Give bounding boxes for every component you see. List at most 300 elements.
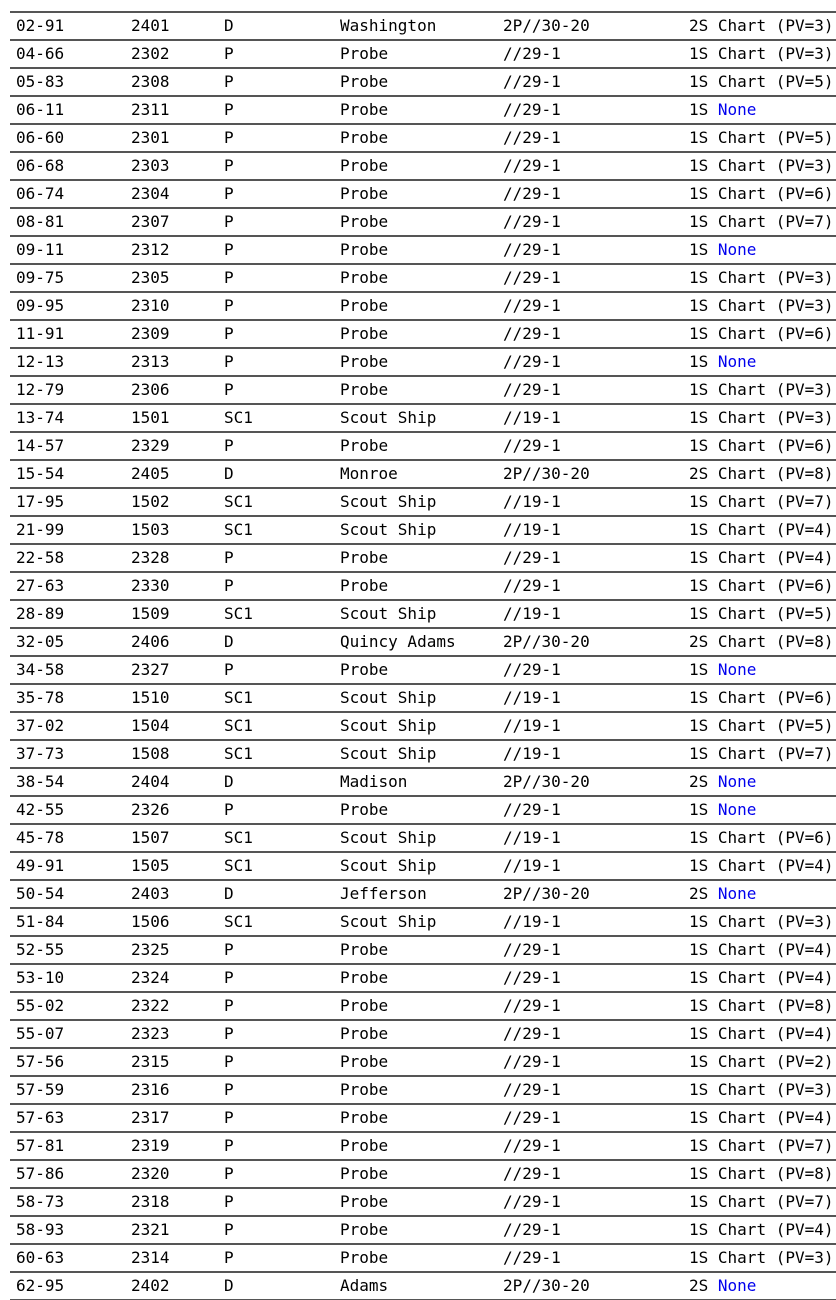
cell-type: P <box>224 184 234 203</box>
cell-scan <box>689 628 836 656</box>
cell-type: P <box>224 1108 234 1127</box>
cell-scan <box>689 180 836 208</box>
table-row <box>10 656 836 684</box>
scan-count: 1S <box>689 100 709 119</box>
scan-count: 1S <box>689 324 709 343</box>
scan-count: 1S <box>689 380 709 399</box>
cell-scan <box>689 1272 836 1300</box>
scan-count: 2S <box>689 772 709 791</box>
cell-hull-id: 2328 <box>131 548 170 567</box>
scan-status: Chart (PV=7) <box>717 1136 834 1155</box>
cell-type: D <box>224 464 234 483</box>
cell-scan <box>689 1132 836 1160</box>
scan-count: 1S <box>689 128 709 147</box>
cell-scan <box>689 12 836 40</box>
cell-type: P <box>224 156 234 175</box>
cell-spec: //29-1 <box>503 240 561 259</box>
cell-name: Probe <box>340 1220 389 1239</box>
cell-name: Scout Ship <box>340 744 437 763</box>
cell-code: 13-74 <box>16 408 65 427</box>
cell-code: 09-11 <box>16 240 65 259</box>
cell-type: P <box>224 352 234 371</box>
cell-hull-id: 2322 <box>131 996 170 1015</box>
cell-scan <box>689 656 836 684</box>
scan-status: Chart (PV=8) <box>717 464 834 483</box>
scan-count: 1S <box>689 688 709 707</box>
cell-scan <box>689 572 836 600</box>
table-row <box>10 12 836 40</box>
cell-spec: //29-1 <box>503 324 561 343</box>
cell-code: 57-56 <box>16 1052 65 1071</box>
cell-scan <box>689 208 836 236</box>
table-row <box>10 460 836 488</box>
cell-hull-id: 2315 <box>131 1052 170 1071</box>
table-row <box>10 264 836 292</box>
cell-scan <box>689 348 836 376</box>
table-row <box>10 236 836 264</box>
cell-type: P <box>224 128 234 147</box>
cell-name: Probe <box>340 296 389 315</box>
cell-hull-id: 2308 <box>131 72 170 91</box>
table-row <box>10 1188 836 1216</box>
scan-count: 1S <box>689 212 709 231</box>
scan-status: Chart (PV=4) <box>717 1108 834 1127</box>
cell-code: 17-95 <box>16 492 65 511</box>
scan-count: 2S <box>689 884 709 903</box>
scan-status-none-link[interactable]: None <box>717 660 757 679</box>
cell-spec: //29-1 <box>503 436 561 455</box>
cell-name: Probe <box>340 268 389 287</box>
cell-scan <box>689 432 836 460</box>
table-row <box>10 152 836 180</box>
cell-type: P <box>224 1220 234 1239</box>
table-row <box>10 684 836 712</box>
cell-spec: //19-1 <box>503 716 561 735</box>
scan-status-none-link[interactable]: None <box>717 240 757 259</box>
scan-count: 1S <box>689 44 709 63</box>
scan-count: 1S <box>689 800 709 819</box>
scan-count: 1S <box>689 1192 709 1211</box>
scan-status: Chart (PV=4) <box>717 1220 834 1239</box>
cell-type: P <box>224 1052 234 1071</box>
cell-spec: //19-1 <box>503 856 561 875</box>
cell-hull-id: 1509 <box>131 604 170 623</box>
scan-status: Chart (PV=3) <box>717 156 834 175</box>
cell-code: 57-81 <box>16 1136 65 1155</box>
cell-spec: //19-1 <box>503 604 561 623</box>
cell-hull-id: 2325 <box>131 940 170 959</box>
cell-spec: //29-1 <box>503 1080 561 1099</box>
cell-hull-id: 1504 <box>131 716 170 735</box>
table-row <box>10 1132 836 1160</box>
cell-spec: //29-1 <box>503 156 561 175</box>
cell-scan <box>689 124 836 152</box>
scan-status: Chart (PV=4) <box>717 548 834 567</box>
cell-code: 09-75 <box>16 268 65 287</box>
scan-count: 1S <box>689 156 709 175</box>
cell-hull-id: 2403 <box>131 884 170 903</box>
cell-scan <box>689 824 836 852</box>
cell-spec: //29-1 <box>503 548 561 567</box>
cell-type: P <box>224 1248 234 1267</box>
cell-code: 32-05 <box>16 632 65 651</box>
table-row <box>10 348 836 376</box>
cell-name: Scout Ship <box>340 492 437 511</box>
cell-spec: //19-1 <box>503 828 561 847</box>
cell-name: Probe <box>340 352 389 371</box>
cell-code: 22-58 <box>16 548 65 567</box>
cell-name: Probe <box>340 72 389 91</box>
cell-scan <box>689 796 836 824</box>
cell-spec: //19-1 <box>503 912 561 931</box>
table-row <box>10 600 836 628</box>
cell-scan <box>689 1244 836 1272</box>
scan-count: 1S <box>689 744 709 763</box>
cell-code: 28-89 <box>16 604 65 623</box>
cell-code: 21-99 <box>16 520 65 539</box>
scan-status: Chart (PV=6) <box>717 688 834 707</box>
cell-spec: //29-1 <box>503 184 561 203</box>
cell-hull-id: 2310 <box>131 296 170 315</box>
cell-scan <box>689 712 836 740</box>
cell-spec: //29-1 <box>503 268 561 287</box>
cell-name: Probe <box>340 212 389 231</box>
cell-type: SC1 <box>224 688 253 707</box>
scan-count: 2S <box>689 632 709 651</box>
table-row <box>10 1244 836 1272</box>
cell-type: P <box>224 1192 234 1211</box>
cell-code: 05-83 <box>16 72 65 91</box>
cell-spec: //29-1 <box>503 296 561 315</box>
cell-spec: 2P//30-20 <box>503 1276 590 1295</box>
table-row <box>10 936 836 964</box>
cell-hull-id: 2402 <box>131 1276 170 1295</box>
scan-status-none-link[interactable]: None <box>717 884 757 903</box>
cell-type: P <box>224 44 234 63</box>
cell-hull-id: 1510 <box>131 688 170 707</box>
cell-type: SC1 <box>224 912 253 931</box>
cell-name: Probe <box>340 324 389 343</box>
table-row <box>10 992 836 1020</box>
cell-code: 45-78 <box>16 828 65 847</box>
cell-name: Probe <box>340 1164 389 1183</box>
cell-code: 51-84 <box>16 912 65 931</box>
scan-status: Chart (PV=7) <box>717 492 834 511</box>
scan-status: Chart (PV=7) <box>717 744 834 763</box>
cell-name: Probe <box>340 1108 389 1127</box>
cell-name: Scout Ship <box>340 688 437 707</box>
cell-type: P <box>224 324 234 343</box>
cell-hull-id: 2323 <box>131 1024 170 1043</box>
table-row <box>10 180 836 208</box>
table-row <box>10 96 836 124</box>
cell-type: D <box>224 884 234 903</box>
cell-name: Probe <box>340 128 389 147</box>
cell-type: P <box>224 72 234 91</box>
cell-scan <box>689 292 836 320</box>
cell-type: P <box>224 296 234 315</box>
cell-name: Probe <box>340 1052 389 1071</box>
cell-scan <box>689 740 836 768</box>
scan-status-none-link[interactable]: None <box>717 772 757 791</box>
cell-scan <box>689 516 836 544</box>
scan-count: 1S <box>689 716 709 735</box>
cell-hull-id: 2404 <box>131 772 170 791</box>
cell-code: 57-59 <box>16 1080 65 1099</box>
scan-status: Chart (PV=3) <box>717 44 834 63</box>
scan-count: 1S <box>689 296 709 315</box>
cell-name: Quincy Adams <box>340 632 456 651</box>
cell-spec: //29-1 <box>503 128 561 147</box>
scan-count: 1S <box>689 1220 709 1239</box>
scan-count: 1S <box>689 520 709 539</box>
table-row <box>10 628 836 656</box>
cell-scan <box>689 404 836 432</box>
cell-spec: 2P//30-20 <box>503 632 590 651</box>
cell-code: 58-73 <box>16 1192 65 1211</box>
cell-code: 60-63 <box>16 1248 65 1267</box>
scan-count: 1S <box>689 1108 709 1127</box>
scan-status: Chart (PV=5) <box>717 72 834 91</box>
cell-hull-id: 2311 <box>131 100 170 119</box>
cell-hull-id: 2321 <box>131 1220 170 1239</box>
scan-count: 2S <box>689 464 709 483</box>
cell-type: SC1 <box>224 716 253 735</box>
table-row <box>10 1104 836 1132</box>
scan-count: 1S <box>689 968 709 987</box>
cell-name: Probe <box>340 1024 389 1043</box>
scan-status-none-link[interactable]: None <box>717 1276 757 1295</box>
cell-scan <box>689 236 836 264</box>
cell-name: Scout Ship <box>340 912 437 931</box>
cell-spec: //29-1 <box>503 996 561 1015</box>
cell-type: D <box>224 632 234 651</box>
cell-name: Probe <box>340 968 389 987</box>
cell-spec: //29-1 <box>503 968 561 987</box>
cell-hull-id: 2320 <box>131 1164 170 1183</box>
scan-count: 1S <box>689 576 709 595</box>
cell-spec: 2P//30-20 <box>503 884 590 903</box>
cell-spec: //29-1 <box>503 44 561 63</box>
cell-code: 34-58 <box>16 660 65 679</box>
cell-spec: 2P//30-20 <box>503 772 590 791</box>
cell-code: 06-60 <box>16 128 65 147</box>
cell-code: 38-54 <box>16 772 65 791</box>
cell-type: P <box>224 436 234 455</box>
cell-type: P <box>224 996 234 1015</box>
cell-type: SC1 <box>224 856 253 875</box>
scan-status: Chart (PV=3) <box>717 296 834 315</box>
cell-code: 37-73 <box>16 744 65 763</box>
scan-count: 1S <box>689 184 709 203</box>
cell-spec: //29-1 <box>503 352 561 371</box>
cell-spec: //29-1 <box>503 1192 561 1211</box>
scan-count: 1S <box>689 604 709 623</box>
cell-scan <box>689 1076 836 1104</box>
cell-spec: //19-1 <box>503 520 561 539</box>
scan-status-none-link[interactable]: None <box>717 800 757 819</box>
cell-name: Adams <box>340 1276 389 1295</box>
scan-count: 1S <box>689 856 709 875</box>
cell-spec: //29-1 <box>503 1024 561 1043</box>
cell-scan <box>689 68 836 96</box>
cell-hull-id: 2303 <box>131 156 170 175</box>
cell-code: 37-02 <box>16 716 65 735</box>
cell-type: SC1 <box>224 604 253 623</box>
table-row <box>10 824 836 852</box>
cell-hull-id: 2304 <box>131 184 170 203</box>
ship-table <box>10 11 836 1300</box>
cell-name: Scout Ship <box>340 716 437 735</box>
cell-name: Probe <box>340 800 389 819</box>
cell-name: Probe <box>340 436 389 455</box>
scan-status: Chart (PV=2) <box>717 1052 834 1071</box>
cell-spec: //29-1 <box>503 212 561 231</box>
cell-hull-id: 2309 <box>131 324 170 343</box>
cell-name: Scout Ship <box>340 828 437 847</box>
cell-spec: //29-1 <box>503 380 561 399</box>
cell-spec: //29-1 <box>503 1220 561 1239</box>
table-row <box>10 852 836 880</box>
scan-count: 2S <box>689 1276 709 1295</box>
table-row <box>10 572 836 600</box>
cell-name: Probe <box>340 1192 389 1211</box>
scan-status: Chart (PV=4) <box>717 520 834 539</box>
cell-hull-id: 2307 <box>131 212 170 231</box>
cell-hull-id: 2305 <box>131 268 170 287</box>
cell-hull-id: 1503 <box>131 520 170 539</box>
cell-code: 55-07 <box>16 1024 65 1043</box>
cell-hull-id: 2313 <box>131 352 170 371</box>
cell-name: Probe <box>340 1136 389 1155</box>
cell-code: 11-91 <box>16 324 65 343</box>
cell-code: 12-79 <box>16 380 65 399</box>
cell-name: Probe <box>340 548 389 567</box>
table-row <box>10 1272 836 1300</box>
table-row <box>10 740 836 768</box>
cell-spec: //19-1 <box>503 492 561 511</box>
cell-type: P <box>224 1136 234 1155</box>
scan-count: 1S <box>689 1024 709 1043</box>
cell-type: P <box>224 800 234 819</box>
cell-name: Jefferson <box>340 884 427 903</box>
scan-count: 1S <box>689 828 709 847</box>
scan-count: 1S <box>689 436 709 455</box>
cell-scan <box>689 1188 836 1216</box>
scan-status: Chart (PV=3) <box>717 268 834 287</box>
cell-hull-id: 2327 <box>131 660 170 679</box>
cell-scan <box>689 376 836 404</box>
cell-code: 49-91 <box>16 856 65 875</box>
cell-name: Probe <box>340 660 389 679</box>
cell-scan <box>689 152 836 180</box>
cell-hull-id: 2306 <box>131 380 170 399</box>
cell-type: SC1 <box>224 520 253 539</box>
cell-code: 35-78 <box>16 688 65 707</box>
table-row <box>10 432 836 460</box>
cell-name: Probe <box>340 156 389 175</box>
cell-code: 06-74 <box>16 184 65 203</box>
cell-spec: //29-1 <box>503 1136 561 1155</box>
table-row <box>10 768 836 796</box>
cell-type: SC1 <box>224 744 253 763</box>
scan-status: Chart (PV=3) <box>717 408 834 427</box>
cell-scan <box>689 1104 836 1132</box>
cell-name: Scout Ship <box>340 604 437 623</box>
cell-scan <box>689 908 836 936</box>
cell-scan <box>689 768 836 796</box>
table-row <box>10 880 836 908</box>
scan-count: 1S <box>689 240 709 259</box>
table-row <box>10 488 836 516</box>
cell-scan <box>689 964 836 992</box>
cell-scan <box>689 880 836 908</box>
table-row <box>10 292 836 320</box>
cell-name: Probe <box>340 100 389 119</box>
cell-code: 42-55 <box>16 800 65 819</box>
cell-scan <box>689 684 836 712</box>
scan-status-none-link[interactable]: None <box>717 352 757 371</box>
cell-scan <box>689 1020 836 1048</box>
scan-count: 1S <box>689 1136 709 1155</box>
cell-hull-id: 2316 <box>131 1080 170 1099</box>
cell-name: Madison <box>340 772 408 791</box>
cell-scan <box>689 40 836 68</box>
table-row <box>10 544 836 572</box>
cell-code: 04-66 <box>16 44 65 63</box>
cell-type: SC1 <box>224 828 253 847</box>
cell-hull-id: 2406 <box>131 632 170 651</box>
cell-hull-id: 2326 <box>131 800 170 819</box>
table-row <box>10 796 836 824</box>
scan-status-none-link[interactable]: None <box>717 100 757 119</box>
scan-count: 1S <box>689 1052 709 1071</box>
cell-spec: //29-1 <box>503 800 561 819</box>
table-row <box>10 1076 836 1104</box>
cell-name: Probe <box>340 1248 389 1267</box>
table-row <box>10 1020 836 1048</box>
cell-spec: //19-1 <box>503 688 561 707</box>
scan-status: Chart (PV=8) <box>717 632 834 651</box>
cell-type: P <box>224 268 234 287</box>
scan-count: 1S <box>689 1164 709 1183</box>
scan-status: Chart (PV=6) <box>717 828 834 847</box>
cell-scan <box>689 600 836 628</box>
table-row <box>10 208 836 236</box>
cell-hull-id: 1505 <box>131 856 170 875</box>
cell-code: 58-93 <box>16 1220 65 1239</box>
scan-status: Chart (PV=3) <box>717 1080 834 1099</box>
cell-code: 62-95 <box>16 1276 65 1295</box>
cell-type: P <box>224 548 234 567</box>
cell-spec: //19-1 <box>503 408 561 427</box>
cell-spec: //29-1 <box>503 576 561 595</box>
table-row <box>10 68 836 96</box>
cell-type: D <box>224 16 234 35</box>
cell-code: 09-95 <box>16 296 65 315</box>
cell-hull-id: 2314 <box>131 1248 170 1267</box>
cell-scan <box>689 1160 836 1188</box>
scan-count: 1S <box>689 912 709 931</box>
scan-count: 2S <box>689 16 709 35</box>
scan-status: Chart (PV=6) <box>717 184 834 203</box>
table-row <box>10 1160 836 1188</box>
table-row <box>10 320 836 348</box>
cell-hull-id: 1502 <box>131 492 170 511</box>
cell-spec: //29-1 <box>503 100 561 119</box>
cell-type: P <box>224 1024 234 1043</box>
cell-spec: //29-1 <box>503 660 561 679</box>
